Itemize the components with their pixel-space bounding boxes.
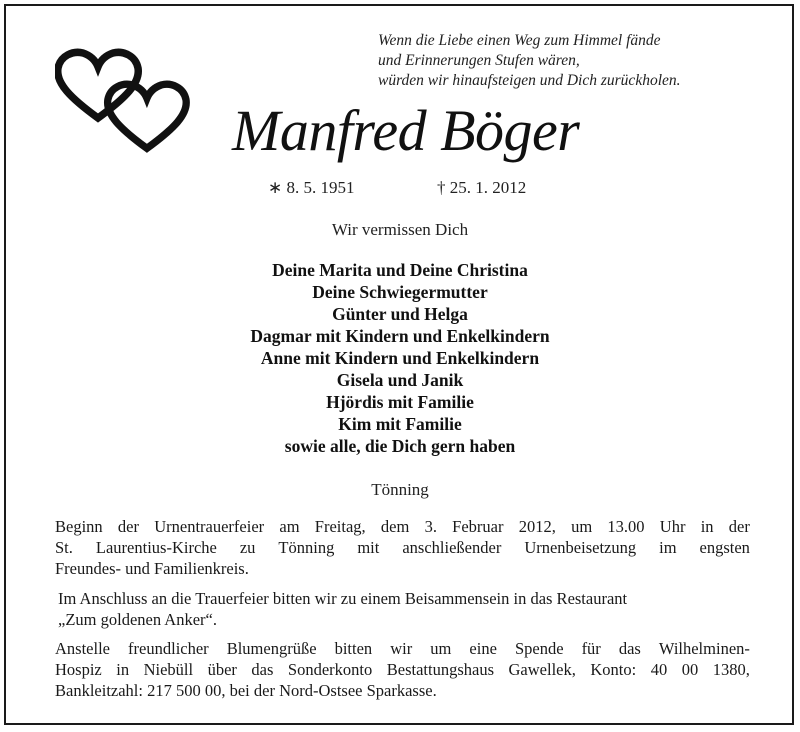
- justified-line: Anstelle freundlicher Blumengrüße bitten wir um eine Spende für das Wilhelminen-: [55, 639, 750, 658]
- text-line: Im Anschluss an die Trauerfeier bitten wir zu einem Beisammensein in das Restaurant: [58, 589, 628, 608]
- text-line: Freundes- und Familienkreis.: [55, 559, 249, 578]
- place-name: Tönning: [371, 480, 429, 499]
- mourner-line: Günter und Helga: [332, 304, 468, 324]
- deceased-name: Manfred Böger: [232, 98, 580, 163]
- mourner-line: Dagmar mit Kindern und Enkelkindern: [250, 326, 550, 346]
- text-line: Bankleitzahl: 217 500 00, bei der Nord-Ostsee Sparkasse.: [55, 681, 437, 700]
- text-line: „Zum goldenen Anker“.: [58, 610, 217, 629]
- justified-line: Hospiz in Niebüll über das Sonderkonto Bestattungshaus Gawellek, Konto: 40 00 1380,: [55, 660, 750, 679]
- donation-details: [55, 638, 750, 701]
- mourner-line: Hjördis mit Familie: [326, 392, 474, 412]
- mourner-line: Deine Marita und Deine Christina: [272, 260, 528, 280]
- poem: [378, 31, 788, 91]
- mourners-list: [0, 259, 800, 457]
- two-hearts-icon: [55, 48, 195, 168]
- mourner-line: sowie alle, die Dich gern haben: [284, 436, 516, 456]
- justified-line: St. Laurentius-Kirche zu Tönning mit anschließender Urnenbeisetzung im engsten: [55, 538, 750, 557]
- mourner-line: Kim mit Familie: [338, 414, 462, 434]
- mourner-line: Gisela und Janik: [336, 370, 464, 390]
- death-date: † 25. 1. 2012: [437, 178, 527, 197]
- reception-details: [58, 588, 753, 630]
- birth-date: ∗ 8. 5. 1951: [268, 178, 355, 197]
- mourner-line: Deine Schwiegermutter: [312, 282, 488, 302]
- poem-line: würden wir hinaufsteigen und Dich zurückholen.: [378, 72, 681, 89]
- miss-line: Wir vermissen Dich: [331, 220, 469, 239]
- poem-line: und Erinnerungen Stufen wären,: [378, 52, 580, 69]
- mourner-line: Anne mit Kindern und Enkelkindern: [260, 348, 540, 368]
- funeral-details: [55, 516, 750, 579]
- justified-line: Beginn der Urnentrauerfeier am Freitag, dem 3. Februar 2012, um 13.00 Uhr in der: [55, 517, 750, 536]
- poem-line: Wenn die Liebe einen Weg zum Himmel fände: [378, 32, 661, 49]
